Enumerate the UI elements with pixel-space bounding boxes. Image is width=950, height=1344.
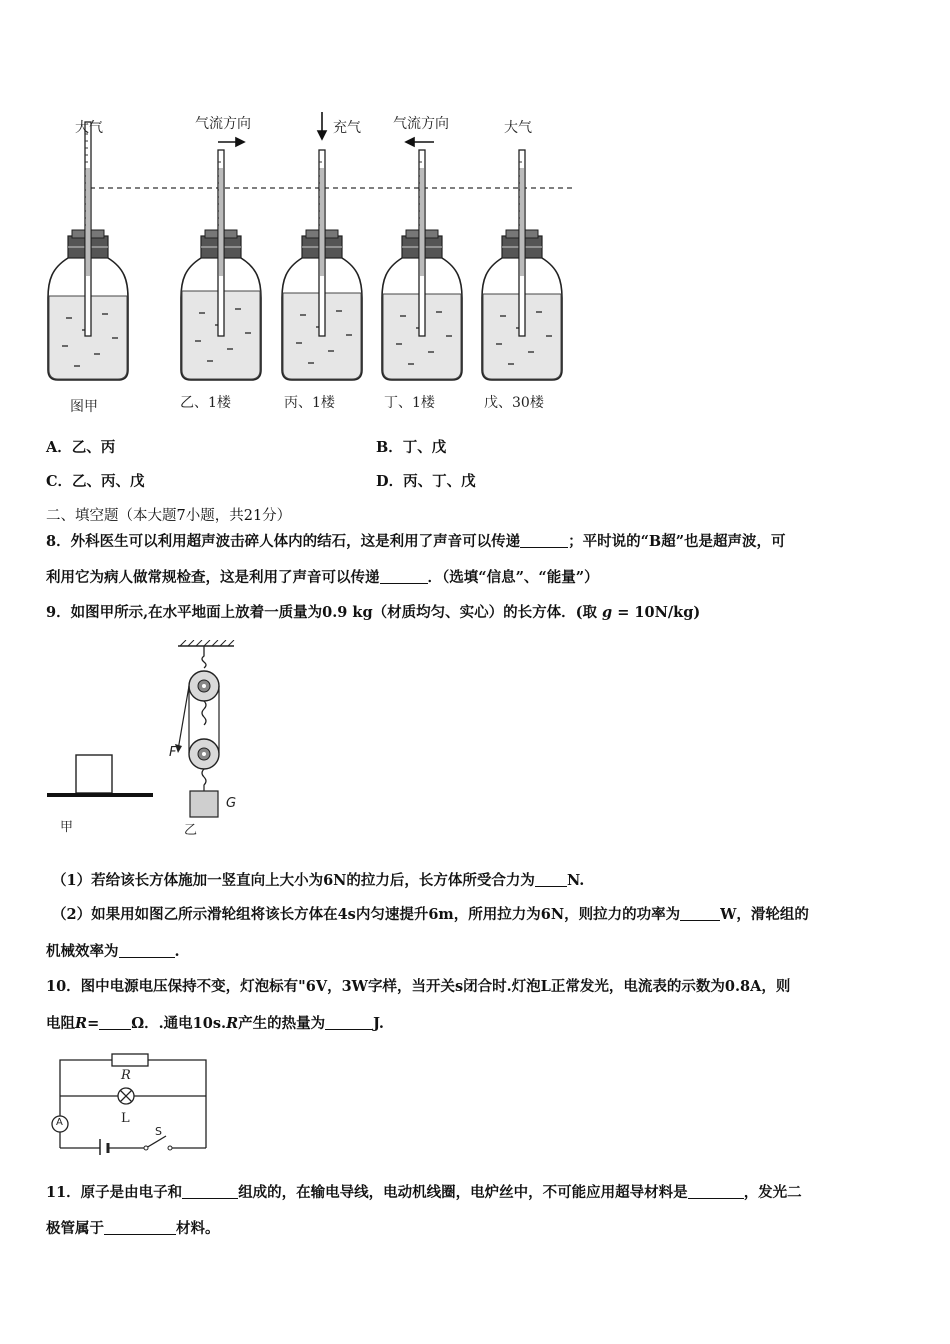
q9-sub2 [52,903,809,924]
q9-sub1-text: （1）若给该长方体施加一竖直向上大小为6N的拉力后，长方体所受合力为 [52,872,535,889]
circuit-figure [46,1050,216,1155]
q10-line-1: 10．图中电源电压保持不变，灯泡标有"6V，3W字样，当开关s闭合时.灯泡L正常发光，电流表的示数为0.8A，则 [46,978,791,995]
section-title: 二、填空题（本大题7小题，共21分） [46,508,292,524]
q8-text-1a: 8．外科医生可以利用超声波击碎人体内的结石，这是利用了声音可以传递 [46,533,521,550]
q11-line-1 [46,1181,802,1202]
q11-text-a: 11．原子是由电子和 [46,1184,183,1201]
q9-stem-end: = 10N/kg) [617,604,701,621]
circuit-label-L: L [121,1111,130,1126]
q9-stem [46,601,700,622]
q8-line-2 [46,566,599,587]
fig-label-yi: 乙 [184,823,198,838]
q9-blank-2[interactable] [680,906,720,921]
bottle-1 [48,122,128,380]
q10-text-a: 电阻 [46,1015,75,1032]
q9-sub2-end: . [174,943,180,960]
q9-sub1-end: N. [566,872,585,889]
fig-label-F: F [169,745,177,760]
q8-text-1b: ；平时说的“B超”也是超声波，可 [568,533,786,550]
q8-text-2a: 利用它为病人做常规检查，这是利用了声音可以传递 [46,569,380,586]
q9-blank-1[interactable] [535,872,567,887]
q9-sub1 [52,869,584,890]
q11-text-b: 组成的，在输电导线，电动机线圈，电炉丝中，不可能应用超导材料是 [238,1184,688,1201]
option-d: D．丙、丁、戊 [376,473,476,490]
q11-text-c: ，发光二 [743,1184,802,1201]
fig-label-G: G [226,796,237,811]
block-figure [44,750,159,810]
q11-blank-2[interactable] [688,1184,744,1199]
q11-text-d: 极管属于 [46,1220,104,1237]
q11-blank-3[interactable] [104,1220,176,1235]
q9-stem-g: g [602,604,613,621]
airflow-arrow-right [218,138,244,146]
q9-stem-text: 9．如图甲所示,在水平地面上放着一质量为0.9 kg（材质均匀、实心）的长方体．(取 [46,604,597,621]
airflow-arrow-left [406,138,434,146]
q8-blank-1[interactable] [520,533,568,548]
fig-label-jia: 甲 [60,820,74,835]
bottle-top-label-5: 大气 [504,120,532,136]
bottle-2 [181,150,261,380]
q10-R: R [75,1015,88,1032]
circuit-label-A: A [56,1117,63,1128]
q10-text-c: Ω．.通电10s. [131,1015,227,1032]
bottle-bottom-label-5: 戊、30楼 [484,395,544,411]
inflate-arrow-down [318,112,326,139]
q11-line-2 [46,1217,220,1238]
lamp [118,1088,134,1104]
circuit-label-R: R [121,1068,131,1083]
bottle-top-label-3: 充气 [333,120,361,136]
q9-sub2-text: （2）如果用如图乙所示滑轮组将该长方体在4s内匀速提升6m，所用拉力为6N，则拉力的功率为 [52,906,681,923]
bottle-4 [382,150,462,380]
q8-line-1 [46,530,786,551]
bottles-drawing [40,108,600,418]
pulley-figure [160,640,250,840]
bottles-figure [40,108,600,418]
q10-text-d: 产生的热量为 [238,1015,326,1032]
circuit-label-S: S [155,1125,162,1138]
weight-block [190,791,218,817]
q10-line-2 [46,1012,384,1033]
q10-blank-1[interactable] [99,1015,131,1030]
bottle-bottom-label-2: 乙、1楼 [180,395,231,411]
cuboid-block [76,755,112,793]
q10-eq: = [87,1015,100,1032]
resistor [112,1054,148,1066]
option-a: A．乙、丙 [46,439,116,456]
ground-surface [47,793,153,797]
bottle-bottom-label-3: 丙、1楼 [284,395,335,411]
q11-text-e: 材料。 [176,1220,220,1237]
q8-blank-2[interactable] [380,569,428,584]
bottle-5 [482,150,562,380]
q8-text-2b: ．（选填“信息”、“能量”） [427,569,599,586]
q9-sub2-text2: 机械效率为 [46,943,119,960]
option-c: C．乙、丙、戊 [46,473,145,490]
q9-sub2-mid: W，滑轮组的 [720,906,809,923]
q11-blank-1[interactable] [182,1184,238,1199]
battery [100,1139,108,1155]
q10-blank-2[interactable] [325,1015,373,1030]
bottle-3 [282,150,362,380]
bottle-bottom-label-1: 图甲 [70,399,98,415]
bottle-bottom-label-4: 丁、1楼 [384,395,435,411]
q9-sub2-cont [46,940,180,961]
q10-text-e: J. [373,1015,384,1032]
bottle-top-label-1: 大气 [75,120,103,136]
option-b: B．丁、戊 [376,439,447,456]
q9-blank-3[interactable] [119,943,175,958]
bottle-top-label-2: 气流方向 [195,116,251,132]
bottle-top-label-4: 气流方向 [393,116,449,132]
q10-R2: R [226,1015,239,1032]
